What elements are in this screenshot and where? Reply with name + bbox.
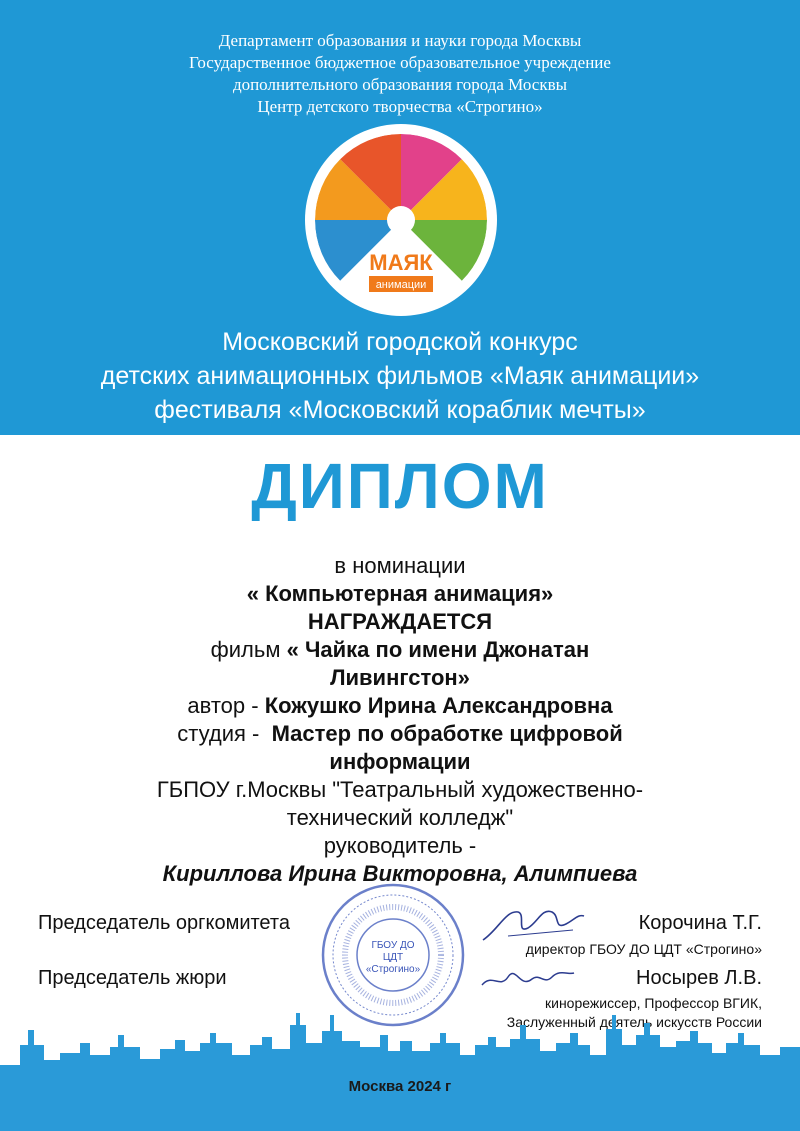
school-line-cont: технический колледж" [286, 805, 514, 830]
film-title-cont: Ливингстон» [330, 665, 470, 690]
author-name: Кожушко Ирина Александровна [264, 693, 613, 718]
logo-tagline: анимации [375, 279, 427, 291]
mayak-animation-logo [305, 124, 497, 316]
jury-title-line: кинорежиссер, Профессор ВГИК, [545, 995, 762, 1011]
studio-prefix: студия - [177, 721, 272, 746]
place-and-year: Москва 2024 г [348, 1078, 452, 1095]
supervisor-prefix: руководитель - [323, 833, 477, 858]
supervisor-names: Кириллова Ирина Викторовна, Алимпиева [162, 861, 638, 886]
film-prefix: фильм [210, 637, 287, 662]
film-line [0, 636, 800, 664]
header-banner [0, 0, 800, 435]
nomination-intro: в номинации [334, 553, 466, 578]
studio-name-cont: информации [329, 749, 471, 774]
school-line: ГБПОУ г.Москвы "Театральный художественно- [156, 777, 644, 802]
org-line: Центр детского творчества «Строгино» [257, 97, 543, 116]
org-committee-name: Корочина Т.Г. [638, 912, 762, 934]
contest-line: детских анимационных фильмов «Маяк анимации» [100, 362, 700, 390]
org-line: Государственное бюджетное образовательное учреждение [189, 53, 611, 72]
jury-title-line: Заслуженный деятель искусств России [506, 1014, 762, 1030]
org-line: Департамент образования и науки города Москвы [218, 31, 582, 50]
diploma-body [0, 552, 800, 888]
jury-role: Председатель жюри [38, 967, 227, 989]
stamp-line: «Строгино» [365, 964, 421, 975]
diploma-title: ДИПЛОМ [251, 450, 549, 522]
contest-line: Московский городской конкурс [222, 328, 578, 356]
author-prefix: автор - [187, 693, 265, 718]
studio-name: Мастер по обработке цифровой [271, 721, 623, 746]
stamp-line: ГБОУ ДО [371, 940, 415, 951]
organization-block [0, 30, 800, 118]
moscow-skyline [0, 985, 800, 1131]
org-line: дополнительного образования города Москвы [232, 75, 568, 94]
awarded-label: НАГРАЖДАЕТСЯ [307, 609, 493, 634]
logo-brand: МАЯК [369, 250, 433, 275]
org-committee-role: Председатель оргкомитета [38, 912, 290, 934]
nomination-name: « Компьютерная анимация» [246, 581, 554, 606]
jury-name: Носырев Л.В. [636, 967, 762, 989]
contest-title [0, 325, 800, 427]
contest-line: фестиваля «Московский кораблик мечты» [154, 396, 646, 424]
studio-line [0, 720, 800, 748]
author-line [0, 692, 800, 720]
org-committee-title: директор ГБОУ ДО ЦДТ «Строгино» [525, 941, 762, 957]
stamp-line: ЦДТ [382, 952, 404, 963]
film-title: « Чайка по имени Джонатан [286, 637, 590, 662]
